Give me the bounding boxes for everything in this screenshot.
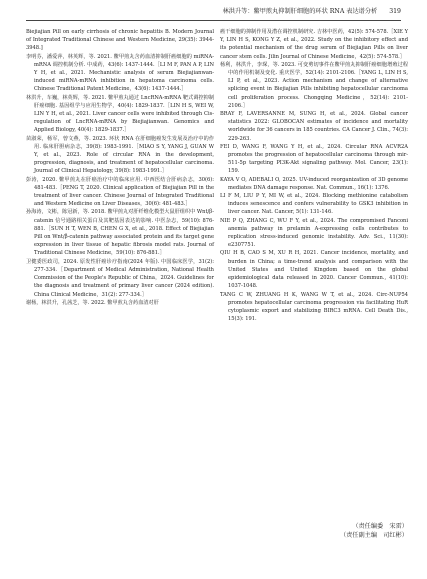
reference-entry: FEI D, WANG F, WANG Y H, et al., 2024. Circular RNA ACVR2A promotes the progression of hepatocellular carcinoma through mir-511-5p targeting PI3K-Akt signaling pathway. Mol. Cancer, 23(1): 159.: [220, 143, 408, 175]
reference-entry: BRAY F, LAVERSANNE M, SUNG H, et al., 2024. Global cancer statistics 2022: GLOBOCAN estimates of incidence and mortality worldwide for 36 cancers in 185 countries. CA Cancer J. Clin., 74(3): 229-263.: [220, 111, 408, 142]
reference-entry: 林洪升，车巍，林英辉，等. 2021. 鳖甲煎丸通过 LncRNA-mRNA 靶式调控抑制肝癌细胞. 基因组学与应用生物学，40(4): 1829-1837.［LIN H S, WEI W, LIN Y H, et al., 2021. Liver cancer cells were inhibited through Cis-regulation of LncRNA-mRNA by Biejiajianwan. Genomics and Applied Biology, 40(4): 1829-1837.］: [26, 94, 214, 134]
reference-entry: 杨利，林洪升，李琛，等. 2023. 可变剪切事件在鳖甲煎丸抑制肝癌细胞增殖过程中的作用机制及变化. 重庆医学，52(14): 2101-2106.［YANG L, LIN H S, LI P, et al., 2023. Action mechanism and change of alternative splicing event in Biejiajian Pills inhibiting hepatocellular carcinoma cell proliferation process. Chongqing Medicine，52(14): 2101-2106.］: [220, 61, 408, 109]
reference-entry: NIE P Q, ZHANG C, WU F Y, et al., 2024. The compromised Fanconi anemia pathway in prelamin A-expressing cells contributes to replication stress-induced genomic instability. Adv. Sci., 11(30): e2307751.: [220, 217, 408, 249]
reference-entry: 孙海涛，文彬，陈冠新，等. 2018. 鳖甲煎丸对肝纤维化模型大鼠肝组织中 Wnt/β-catenin 信号通路相关蛋白及其靶基因表达的影响. 中医杂志，59(10): 876-881.［SUN H T, WEN B, CHEN G X, et al., 2018. Effect of Biejiajian Pill on Wnt/β-catenin pathway associated protein and its target gene expression in liver tissue of hepatic fibrosis model rats. Journal of Traditional Chinese Medicine，59(10): 876-881.］: [26, 209, 214, 257]
page-header: [26, 6, 401, 21]
editor-credits: [220, 522, 408, 540]
references-left-column: [26, 28, 214, 307]
reference-entry: KAYA V O, ADEBALI O, 2025. UV-induced reorganization of 3D genome mediates DNA damage response. Nat. Commun., 16(1): 1376.: [220, 176, 408, 191]
reference-entry: TANG C W, ZHUANG H K, WANG W T, et al., 2024. Circ-NUP54 promotes hepatocellular carcinoma progression via facilitating HuR cytoplasmic export and stabilizing BIRC3 mRNA. Cell Death Dis., 15(3): 191.: [220, 291, 408, 323]
running-title: 林洪升等：鳖甲煎丸抑制肝细胞的环状 RNA 表达谱分析: [222, 8, 378, 15]
page-number: 319: [389, 8, 401, 15]
copy-editor: （责任副主编 司红彬）: [339, 532, 408, 539]
references-right-column: [220, 28, 408, 323]
reference-entry: 谢杨，林洪升，孔茜芝，等. 2022. 鳖甲煎丸含药血清对肝: [26, 299, 159, 306]
reference-entry: QIU H B, CAO S M, XU R H, 2021. Cancer incidence, mortality, and burden in China; a time-trend analysis and comparison with the United States and United Kingdom based on the global epidemiological data released in 2020. Cancer Commun., 41(10): 1037-1048.: [220, 250, 408, 290]
reference-entry: 李明芬，潘爱萍，林英辉，等. 2021. 鳖甲煎丸含药血清抑制肝癌细胞的 miRNA-mRNA 调控机制分析. 中成药，43(6): 1437-1444.［LI M F, PAN A P, LIN Y H, et al., 2021. Mechanistic analysis of serum Biejiajianwan-induced miRNA-mRNA inhibition in hepatoma carcinoma cells. Chinese Traditional Patent Medicine，43(6): 1437-1444.］: [26, 53, 214, 93]
reference-entry: LI F M, LIU P Y, MI W, et al., 2024. Blocking methionine catabolism induces senescence and confers vulnerability to GSK3 inhibition in liver cancer. Nat. Cancer, 5(1): 131-146.: [220, 193, 408, 216]
responsible-editor: （责任编委 宋雷）: [352, 523, 408, 530]
reference-entry: 卫健委医政司，2024. 原发性肝癌诊疗指南(2024 年版). 中国临床医学，31(2): 277-334.［Department of Medical Administration, National Health Commission of the People's Republic of China，2024. Guidelines for the diagnosis and treatment of primary liver cancer (2024 edition). China Clinical Medicine，31(2): 277-334.］: [26, 258, 214, 298]
reference-entry: 癌干细胞的抑制作用及潜在调控机制研究. 吉林中医药，42(5): 574-578.［XIE Y Y, LIN H S, KONG Y Z, et al., 2022. Study on the inhibitory effect and its potential mechanism of the drug serum of Biejiajian Pills on liver cancer stem cells. Jilin Journal of Chinese Medicine，42(5): 574-578.］: [220, 29, 408, 60]
reference-entry: 彭涛，2020. 鳖甲煎丸在肝癌治疗中的临床应用. 中西医结合肝病杂志，30(6): 481-483.［PENG T, 2020. Clinical application of Biejiajian Pill in the treatment of liver cancer. Chinese Journal of Integrated Traditional and Western Medicine on Liver Diseases，30(6): 481-483.］: [26, 176, 214, 208]
reference-entry: 苗淑荣，杨军，曾文燕，等. 2023. 环状 RNA 在肝细胞癌发生发展及治疗中的作用. 临床肝胆病杂志，39(8): 1983-1991.［MIAO S Y, YANG J, GUAN W Y, et al., 2023. Role of circular RNA in the development, progression, diagnosis, and treatment of hepatocellular carcinoma. Journal of Clinical Hepatology, 39(8): 1983-1991.］: [26, 135, 214, 175]
reference-entry: Biejiajian Pill on early cirrhosis of chronic hepatitis B. Modern Journal of Integrated Traditional Chinese and Western Medicine, 29(35): 3944-3948.]: [26, 29, 214, 52]
